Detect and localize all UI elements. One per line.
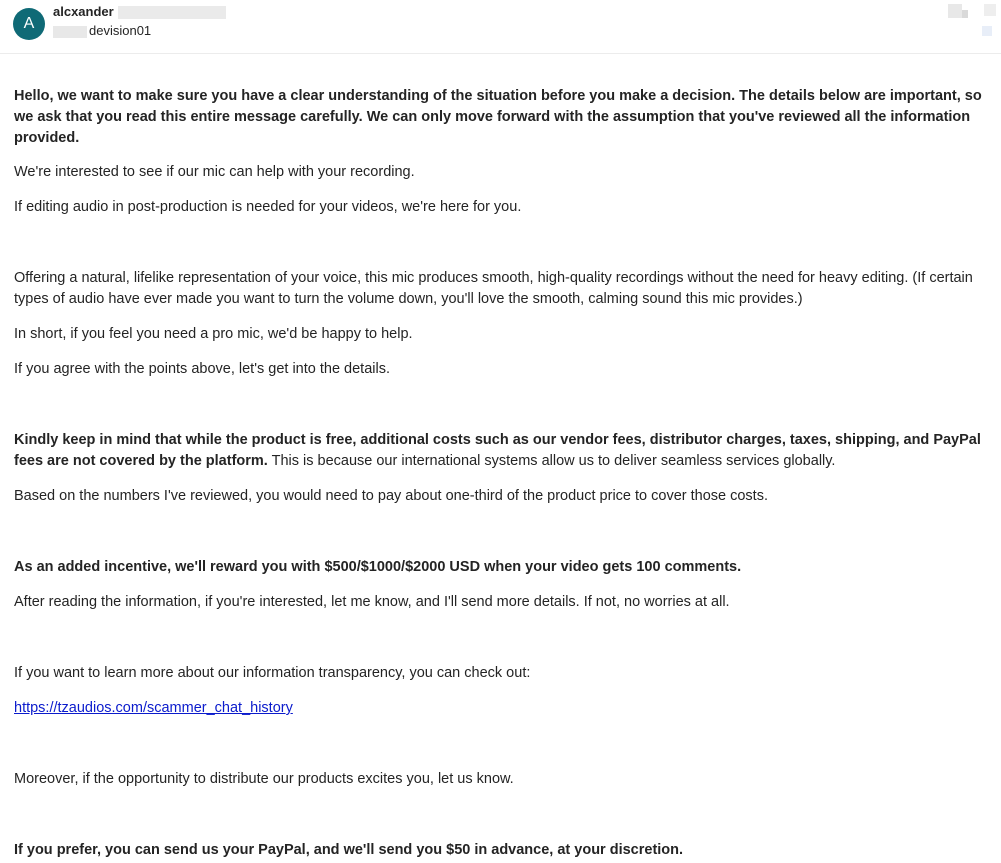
redacted-action	[984, 4, 996, 16]
costs-rest-text: This is because our international systems allow us to deliver seamless services globally.	[267, 453, 836, 469]
recipient-name[interactable]: devision01	[89, 23, 152, 38]
paragraph-paypal: If you prefer, you can send us your PayPal, and we'll send you $50 in advance, at your discretion.	[14, 842, 684, 858]
recipient-line	[53, 23, 151, 38]
redacted-sender-email	[118, 6, 226, 19]
paragraph-distribute: Moreover, if the opportunity to distribute our products excites you, let us know.	[14, 771, 514, 787]
costs-bold-text: Kindly keep in mind that while the product is free, additional costs such as our vendor fees, distributor charges, taxes, shipping, and PayPal fees are not covered by the platform.	[14, 432, 981, 469]
paragraph-pro-mic: In short, if you feel you need a pro mic, we'd be happy to help.	[14, 326, 413, 342]
redacted-timestamp	[948, 4, 962, 18]
redacted-timestamp-part	[962, 10, 968, 18]
paragraph-after-reading: After reading the information, if you're interested, let me know, and I'll send more details. If not, no worries at all.	[14, 594, 730, 610]
paragraph-one-third: Based on the numbers I've reviewed, you would need to pay about one-third of the product price to cover those costs.	[14, 488, 768, 504]
link-paragraph	[14, 698, 992, 719]
transparency-link[interactable]: https://tzaudios.com/scammer_chat_history	[14, 700, 293, 716]
paragraph-incentive: As an added incentive, we'll reward you with $500/$1000/$2000 USD when your video gets 100 comments.	[14, 559, 742, 575]
paragraph-intro: Hello, we want to make sure you have a clear understanding of the situation before you make a decision. The details below are important, so we ask that you read this entire message carefully. We can only move forward with the assumption that you've reviewed all the information provided.	[14, 88, 982, 146]
redacted-recipient-prefix	[53, 26, 87, 38]
paragraph-interest: We're interested to see if our mic can help with your recording.	[14, 164, 415, 180]
paragraph-editing: If editing audio in post-production is needed for your videos, we're here for you.	[14, 199, 522, 215]
sender-name[interactable]: alcxander	[53, 4, 114, 19]
paragraph-costs	[14, 430, 992, 472]
paragraph-transparency: If you want to learn more about our information transparency, you can check out:	[14, 665, 531, 681]
redacted-action-part	[982, 26, 992, 36]
paragraph-agree: If you agree with the points above, let's get into the details.	[14, 361, 390, 377]
sender-avatar[interactable]: A	[13, 8, 45, 40]
email-header	[0, 0, 1001, 54]
paragraph-mic-description: Offering a natural, lifelike representation of your voice, this mic produces smooth, high-quality recordings without the need for heavy editing. (If certain types of audio have ever made you want to turn the volume down, you'll love the smooth, calming sound this mic provides.)	[14, 270, 973, 307]
